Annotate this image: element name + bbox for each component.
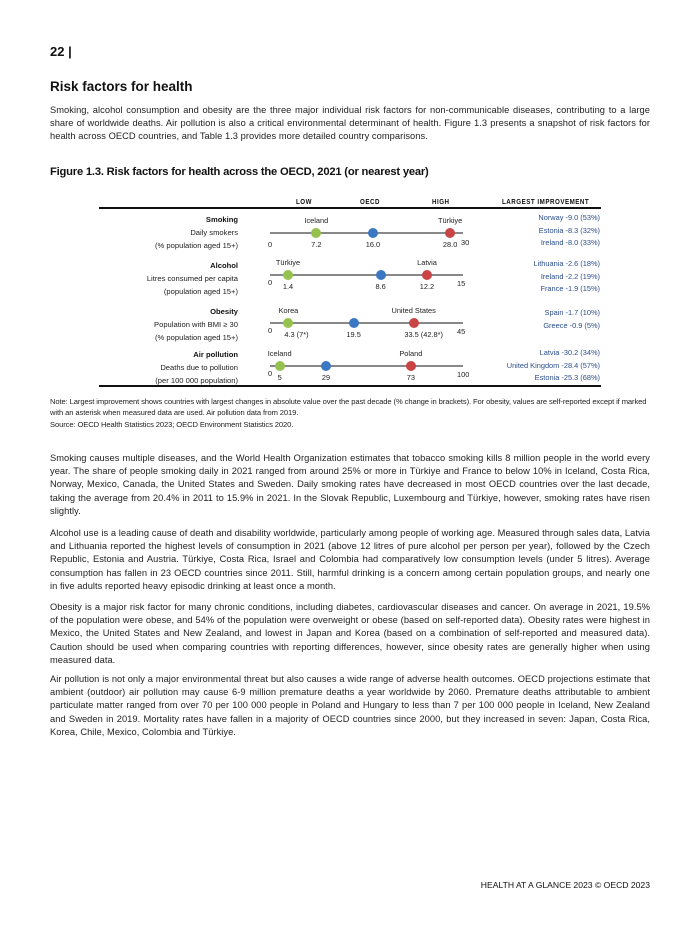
largest-improvement-list [543, 307, 600, 332]
improvement-item: Latvia -30.2 (34%) [539, 348, 600, 357]
body-paragraph-smoking: Smoking causes multiple diseases, and the World Health Organization estimates that tobacco smoking kills 8 million people in the world every year. The share of people smoking daily in 2021 ranged from around 25% or more in Türkiye and France to below 10% in Iceland, Costa Rica, Norway, Mexico, Canada, the United States and Sweden. Daily smoking rates have decreased in most OECD countries over the last decade, taking the average from 20.4% in 2011 to 15.9% in 2021. In the Slovak Republic, Luxembourg and Türkiye, however, smoking rates have risen slightly. [50, 453, 650, 516]
figure-note: Note: Largest improvement shows countries with largest changes in absolute value over the past decade (% change in brackets). For obesity, values are self-reported except if marked with an asterisk when measured data are used. Air pollution data from 2019. [50, 397, 647, 417]
row-line1: Daily smokers [190, 228, 238, 237]
improvement-item: Spain -1.7 (10%) [544, 308, 600, 317]
oecd-value-label: 29 [321, 373, 331, 382]
page-footer: HEALTH AT A GLANCE 2023 © OECD 2023 [480, 880, 650, 890]
row-line1: Population with BMI ≥ 30 [154, 320, 238, 329]
column-header-low: LOW [296, 197, 313, 206]
axis-min-tick: 0 [268, 369, 273, 378]
axis-min-tick: 0 [268, 278, 273, 287]
figure-title: Figure 1.3. Risk factors for health across the OECD, 2021 (or nearest year) [50, 166, 429, 178]
high-country-label: Poland [399, 349, 423, 358]
oecd-marker-dot [376, 270, 386, 280]
high-value-label: 33.5 (42.8*) [404, 330, 443, 339]
low-country-label: Türkiye [275, 258, 301, 267]
low-country-label: Iceland [267, 349, 292, 358]
high-marker-dot [406, 361, 416, 371]
axis-max-tick: 100 [457, 370, 470, 379]
oecd-value-label: 19.5 [346, 330, 361, 339]
high-marker-dot [422, 270, 432, 280]
low-value-label: 4.3 (7*) [284, 330, 309, 339]
high-marker-dot [409, 318, 419, 328]
body-paragraph-air-pollution: Air pollution is not only a major environmental threat but also causes a wide range of adverse health outcomes. OECD projections estimate that ambient (outdoor) air pollution may cause 6-9 million premature deaths a year worldwide by 2060. Premature deaths attributable to ambient particulate matter ranged from over 70 per 100 000 people in Poland and Hungary to less than 7 per 100 000 people in Iceland, New Zealand and Sweden in 2019. Mortality rates have fallen in a majority of OECD countries since 2000, but they increased in seven: Japan, Costa Rica, Korea, Chile, Mexico, Colombia and Türkiye. [50, 674, 650, 737]
column-header-improvement: LARGEST IMPROVEMENT [502, 197, 590, 206]
column-header-oecd: OECD [360, 197, 380, 206]
oecd-marker-dot [368, 228, 378, 238]
row-title: Air pollution [193, 350, 238, 359]
row-line2: (% population aged 15+) [155, 241, 238, 250]
largest-improvement-list [507, 347, 600, 385]
oecd-value-label: 16.0 [365, 240, 381, 249]
axis-max-tick: 30 [461, 238, 470, 247]
axis-min-tick: 0 [268, 326, 273, 335]
oecd-marker-dot [321, 361, 331, 371]
intro-paragraph: Smoking, alcohol consumption and obesity are the three major individual risk factors for non-communicable diseases, contributing to a large share of worldwide deaths. Air pollution is also a critical environmental determinant of health. Figure 1.3 presents a snapshot of risk factors for health across OECD countries, and Table 1.3 provides more detailed country comparisons. [50, 105, 650, 142]
high-value-label: 12.2 [419, 282, 435, 291]
improvement-item: Estonia -25.3 (68%) [534, 373, 600, 382]
low-value-label: 1.4 [282, 282, 294, 291]
row-title: Alcohol [210, 261, 238, 270]
high-value-label: 73 [406, 373, 415, 382]
row-line2: (population aged 15+) [163, 287, 238, 296]
row-line1: Deaths due to pollution [160, 363, 238, 372]
low-country-label: Iceland [304, 216, 329, 225]
figure-top-rule [99, 207, 601, 209]
column-header-high: HIGH [432, 197, 450, 206]
improvement-item: Ireland -2.2 (19%) [540, 271, 600, 281]
axis-line-air-pollution [270, 365, 463, 367]
high-country-label: United States [391, 306, 436, 315]
row-label-air-pollution [155, 348, 238, 387]
high-value-label: 28.0 [442, 240, 458, 249]
body-paragraph-alcohol: Alcohol use is a leading cause of death and disability worldwide, particularly among people of working age. Measured through sales data, Latvia and Lithuania reported the highest levels of consumption in 2021 (above 12 litres of pure alcohol per person per year), followed by the Czech Republic, Estonia and Austria. Türkiye, Costa Rica, Israel and Colombia had comparatively low consumption levels (under 5 litres). Average consumption has fallen in 23 OECD countries since 2011. Still, harmful drinking is a concern among certain population groups, and nearly one in five adults reported heavy episodic drinking at least once a month. [50, 528, 650, 591]
axis-min-tick: 0 [268, 240, 273, 249]
row-label-alcohol [147, 259, 238, 298]
oecd-value-label: 8.6 [375, 282, 386, 291]
row-line2: (per 100 000 population) [155, 376, 238, 385]
row-title: Smoking [205, 215, 238, 224]
low-marker-dot [283, 270, 293, 280]
low-country-label: Korea [278, 306, 299, 315]
low-marker-dot [275, 361, 285, 371]
improvement-item: Estonia -8.3 (32%) [538, 225, 600, 235]
largest-improvement-list [538, 212, 600, 250]
improvement-item: Lithuania -2.6 (18%) [533, 259, 600, 268]
axis-line-obesity [270, 322, 463, 324]
row-line1: Litres consumed per capita [146, 274, 238, 283]
axis-line-smoking [270, 232, 463, 234]
axis-line-alcohol [270, 274, 463, 276]
improvement-item: Greece -0.9 (5%) [543, 320, 600, 330]
high-country-label: Latvia [417, 258, 437, 267]
improvement-item: Norway -9.0 (53%) [538, 213, 600, 222]
row-label-obesity [154, 305, 238, 344]
row-line2: (% population aged 15+) [155, 333, 238, 342]
figure-source: Source: OECD Health Statistics 2023; OECD Environment Statistics 2020. [50, 420, 294, 429]
low-value-label: 5 [277, 373, 282, 382]
high-marker-dot [445, 228, 455, 238]
section-title: Risk factors for health [50, 79, 193, 94]
low-value-label: 7.2 [311, 240, 322, 249]
page-number: 22 | [50, 44, 72, 59]
improvement-item: France -1.9 (15%) [540, 284, 600, 293]
oecd-marker-dot [349, 318, 359, 328]
axis-max-tick: 45 [457, 327, 466, 336]
high-country-label: Türkiye [438, 216, 463, 225]
row-label-smoking [155, 213, 238, 252]
figure-bottom-rule [99, 385, 601, 387]
improvement-item: Ireland -8.0 (33%) [540, 238, 600, 247]
body-paragraph-obesity: Obesity is a major risk factor for many chronic conditions, including diabetes, cardiovascular diseases and cancer. On average in 2021, 19.5% of the population were obese, and 54% of the population were overweight or obese (based on self-reported data). Obesity rates were highest in Mexico, the United States and New Zealand, and lowest in Japan and Korea (based on a combination of self-reported and measured data). Caution should be used when comparing countries with reporting differences, however, since obesity rates are generally higher when using measured data. [50, 602, 650, 665]
low-marker-dot [283, 318, 293, 328]
improvement-item: United Kingdom -28.4 (57%) [506, 360, 600, 370]
largest-improvement-list [533, 258, 600, 296]
row-title: Obesity [210, 307, 238, 316]
low-marker-dot [311, 228, 321, 238]
axis-max-tick: 15 [457, 279, 466, 288]
